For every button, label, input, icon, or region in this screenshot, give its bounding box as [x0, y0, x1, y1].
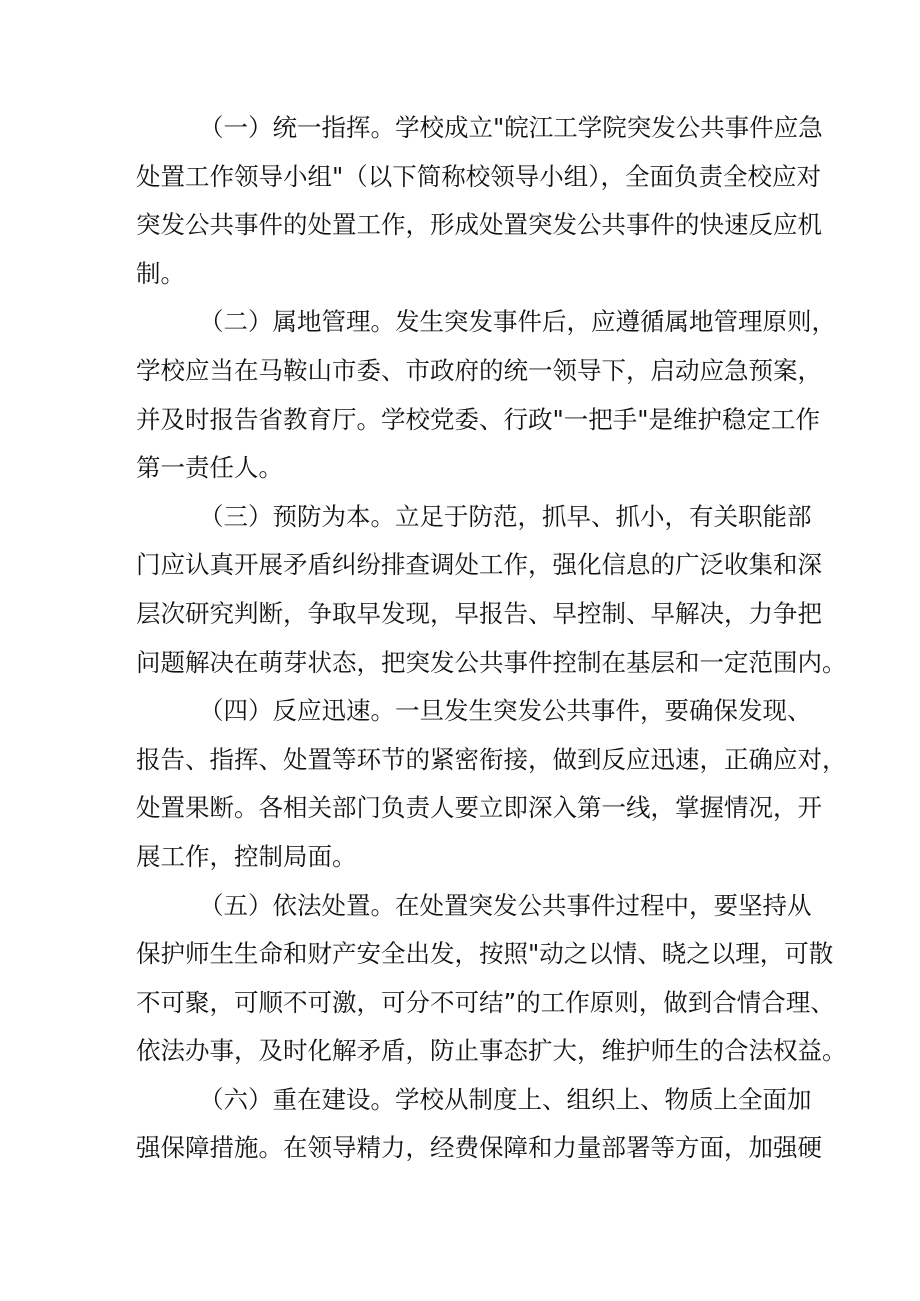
paragraph-1-line-4: 制。: [136, 258, 185, 288]
paragraph-6-line-2: 强保障措施。在领导精力，经费保障和力量部署等方面，加强硬: [136, 1133, 822, 1163]
paragraph-3-line-2: 门应认真开展矛盾纠纷排查调处工作，强化信息的广泛收集和深: [136, 550, 822, 580]
paragraph-4-line-2: 报告、指挥、处置等环节的紧密衔接，做到反应迅速，正确应对，: [136, 744, 847, 774]
paragraph-4-line-4: 展工作，控制局面。: [136, 841, 357, 871]
paragraph-3-line-3: 层次研究判断，争取早发现，早报告、早控制、早解决，力争把: [136, 598, 822, 628]
paragraph-5-line-2: 保护师生生命和财产安全出发，按照"动之以情、晓之以理，可散: [136, 939, 834, 969]
document-body: [136, 104, 847, 1173]
paragraph-5-line-3: 不可聚，可顺不可激，可分不可结”的工作原则，做到合情合理、: [136, 987, 835, 1017]
paragraph-4-line-1: （四）反应迅速。一旦发生突发公共事件，要确保发现、: [199, 696, 812, 726]
paragraph-5-line-4: 依法办事，及时化解矛盾，防止事态扩大，维护师生的合法权益。: [136, 1036, 847, 1066]
paragraph-1-line-3: 突发公共事件的处置工作，形成处置突发公共事件的快速反应机: [136, 210, 822, 240]
paragraph-2-line-2: 学校应当在马鞍山市委、市政府的统一领导下，启动应急预案，: [136, 355, 822, 385]
paragraph-4-line-3: 处置果断。各相关部门负责人要立即深入第一线，掌握情况，开: [136, 793, 822, 823]
paragraph-5-line-1: （五）依法处置。在处置突发公共事件过程中，要坚持从: [199, 890, 812, 920]
paragraph-1-line-1: （一）统一指挥。学校成立"皖江工学院突发公共事件应急: [199, 113, 823, 142]
paragraph-6-line-1: （六）重在建设。学校从制度上、组织上、物质上全面加: [199, 1084, 812, 1114]
paragraph-2-line-3: 并及时报告省教育厅。学校党委、行政"一把手"是维护稳定工作: [136, 404, 821, 434]
paragraph-2-line-1: （二）属地管理。发生突发事件后，应遵循属地管理原则，: [199, 307, 836, 337]
paragraph-3-line-4: 问题解决在萌芽状态，把突发公共事件控制在基层和一定范围内。: [136, 647, 847, 677]
paragraph-3-line-1: （三）预防为本。立足于防范，抓早、抓小，有关职能部: [199, 501, 812, 531]
paragraph-2-line-4: 第一责任人。: [136, 453, 283, 483]
paragraph-1-line-2: 处置工作领导小组"（以下简称校领导小组），全面负责全校应对: [136, 161, 822, 191]
